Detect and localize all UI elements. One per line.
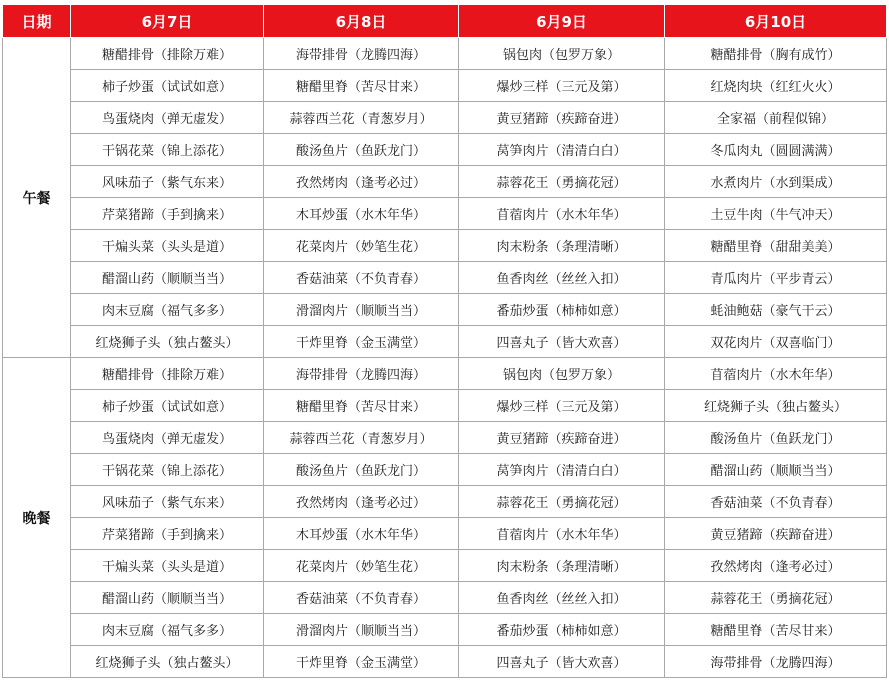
dish-cell: 肉末粉条（条理清晰） (459, 550, 665, 582)
dish-cell: 干炸里脊（金玉满堂） (264, 646, 459, 678)
table-row (3, 70, 887, 102)
dish-cell: 糖醋里脊（苦尽甘来） (665, 614, 887, 646)
dish-cell: 干锅花菜（锦上添花） (71, 134, 264, 166)
dish-cell: 酸汤鱼片（鱼跃龙门） (264, 454, 459, 486)
table-row (3, 358, 887, 390)
dish-cell: 海带排骨（龙腾四海） (264, 38, 459, 70)
table-row (3, 390, 887, 422)
meal-label: 午餐 (3, 38, 71, 358)
dish-cell: 风味茄子（紫气东来） (71, 486, 264, 518)
dish-cell: 苜蓿肉片（水木年华） (459, 518, 665, 550)
dish-cell: 醋溜山药（顺顺当当） (71, 582, 264, 614)
dish-cell: 芹菜猪蹄（手到擒来） (71, 518, 264, 550)
dish-cell: 土豆牛肉（牛气冲天） (665, 198, 887, 230)
dish-cell: 锅包肉（包罗万象） (459, 38, 665, 70)
dish-cell: 酸汤鱼片（鱼跃龙门） (665, 422, 887, 454)
dish-cell: 柿子炒蛋（试试如意） (71, 70, 264, 102)
table-row (3, 198, 887, 230)
dish-cell: 水煮肉片（水到渠成） (665, 166, 887, 198)
dish-cell: 爆炒三样（三元及第） (459, 390, 665, 422)
table-row (3, 166, 887, 198)
table-row (3, 486, 887, 518)
dish-cell: 鸟蛋烧肉（弹无虚发） (71, 422, 264, 454)
dish-cell: 肉末粉条（条理清晰） (459, 230, 665, 262)
dish-cell: 苜蓿肉片（水木年华） (459, 198, 665, 230)
dish-cell: 香菇油菜（不负青春） (665, 486, 887, 518)
dish-cell: 海带排骨（龙腾四海） (665, 646, 887, 678)
dish-cell: 干煸头菜（头头是道） (71, 550, 264, 582)
table-row (3, 134, 887, 166)
dish-cell: 孜然烤肉（逢考必过） (264, 166, 459, 198)
table-row (3, 454, 887, 486)
dish-cell: 滑溜肉片（顺顺当当） (264, 614, 459, 646)
dish-cell: 蚝油鲍菇（豪气干云） (665, 294, 887, 326)
dish-cell: 红烧狮子头（独占鳌头） (71, 646, 264, 678)
dish-cell: 黄豆猪蹄（疾蹄奋进） (459, 102, 665, 134)
dish-cell: 黄豆猪蹄（疾蹄奋进） (459, 422, 665, 454)
meal-label: 晚餐 (3, 358, 71, 678)
dish-cell: 木耳炒蛋（水木年华） (264, 198, 459, 230)
table-row (3, 422, 887, 454)
dish-cell: 香菇油菜（不负青春） (264, 262, 459, 294)
dish-cell: 鱼香肉丝（丝丝入扣） (459, 262, 665, 294)
dish-cell: 孜然烤肉（逢考必过） (665, 550, 887, 582)
day-header: 6月9日 (459, 5, 665, 38)
dish-cell: 红烧肉块（红红火火） (665, 70, 887, 102)
dish-cell: 糖醋里脊（苦尽甘来） (264, 70, 459, 102)
dish-cell: 肉末豆腐（福气多多） (71, 614, 264, 646)
dish-cell: 干炸里脊（金玉满堂） (264, 326, 459, 358)
dish-cell: 柿子炒蛋（试试如意） (71, 390, 264, 422)
date-header: 日期 (3, 5, 71, 38)
dish-cell: 香菇油菜（不负青春） (264, 582, 459, 614)
dish-cell: 四喜丸子（皆大欢喜） (459, 326, 665, 358)
table-row (3, 326, 887, 358)
dish-cell: 糖醋排骨（排除万难） (71, 358, 264, 390)
dish-cell: 全家福（前程似锦） (665, 102, 887, 134)
dish-cell: 鸟蛋烧肉（弹无虚发） (71, 102, 264, 134)
table-row (3, 262, 887, 294)
day-header: 6月10日 (665, 5, 887, 38)
dish-cell: 青瓜肉片（平步青云） (665, 262, 887, 294)
dish-cell: 红烧狮子头（独占鳌头） (71, 326, 264, 358)
day-header: 6月8日 (264, 5, 459, 38)
dish-cell: 孜然烤肉（逢考必过） (264, 486, 459, 518)
dish-cell: 木耳炒蛋（水木年华） (264, 518, 459, 550)
dish-cell: 莴笋肉片（清清白白） (459, 134, 665, 166)
dish-cell: 蒜蓉西兰花（青葱岁月） (264, 102, 459, 134)
dish-cell: 黄豆猪蹄（疾蹄奋进） (665, 518, 887, 550)
table-row (3, 518, 887, 550)
header-row (3, 5, 887, 38)
dish-cell: 莴笋肉片（清清白白） (459, 454, 665, 486)
dish-cell: 爆炒三样（三元及第） (459, 70, 665, 102)
dish-cell: 四喜丸子（皆大欢喜） (459, 646, 665, 678)
dish-cell: 滑溜肉片（顺顺当当） (264, 294, 459, 326)
dish-cell: 锅包肉（包罗万象） (459, 358, 665, 390)
dish-cell: 番茄炒蛋（柿柿如意） (459, 294, 665, 326)
dish-cell: 肉末豆腐（福气多多） (71, 294, 264, 326)
dish-cell: 糖醋排骨（胸有成竹） (665, 38, 887, 70)
dish-cell: 蒜蓉花王（勇摘花冠） (459, 486, 665, 518)
dish-cell: 醋溜山药（顺顺当当） (71, 262, 264, 294)
table-row (3, 230, 887, 262)
dish-cell: 醋溜山药（顺顺当当） (665, 454, 887, 486)
table-row (3, 102, 887, 134)
dish-cell: 苜蓿肉片（水木年华） (665, 358, 887, 390)
dish-cell: 花菜肉片（妙笔生花） (264, 230, 459, 262)
dish-cell: 芹菜猪蹄（手到擒来） (71, 198, 264, 230)
dish-cell: 番茄炒蛋（柿柿如意） (459, 614, 665, 646)
table-row (3, 646, 887, 678)
menu-body (3, 38, 887, 678)
table-row (3, 614, 887, 646)
day-header: 6月7日 (71, 5, 264, 38)
dish-cell: 鱼香肉丝（丝丝入扣） (459, 582, 665, 614)
table-row (3, 582, 887, 614)
table-row (3, 550, 887, 582)
table-row (3, 294, 887, 326)
table-row (3, 38, 887, 70)
dish-cell: 双花肉片（双喜临门） (665, 326, 887, 358)
dish-cell: 花菜肉片（妙笔生花） (264, 550, 459, 582)
dish-cell: 干锅花菜（锦上添花） (71, 454, 264, 486)
dish-cell: 风味茄子（紫气东来） (71, 166, 264, 198)
dish-cell: 蒜蓉花王（勇摘花冠） (665, 582, 887, 614)
dish-cell: 糖醋里脊（苦尽甘来） (264, 390, 459, 422)
dish-cell: 蒜蓉西兰花（青葱岁月） (264, 422, 459, 454)
dish-cell: 酸汤鱼片（鱼跃龙门） (264, 134, 459, 166)
dish-cell: 冬瓜肉丸（圆圆满满） (665, 134, 887, 166)
dish-cell: 干煸头菜（头头是道） (71, 230, 264, 262)
dish-cell: 红烧狮子头（独占鳌头） (665, 390, 887, 422)
menu-table (2, 4, 887, 678)
dish-cell: 糖醋排骨（排除万难） (71, 38, 264, 70)
dish-cell: 海带排骨（龙腾四海） (264, 358, 459, 390)
dish-cell: 糖醋里脊（甜甜美美） (665, 230, 887, 262)
dish-cell: 蒜蓉花王（勇摘花冠） (459, 166, 665, 198)
